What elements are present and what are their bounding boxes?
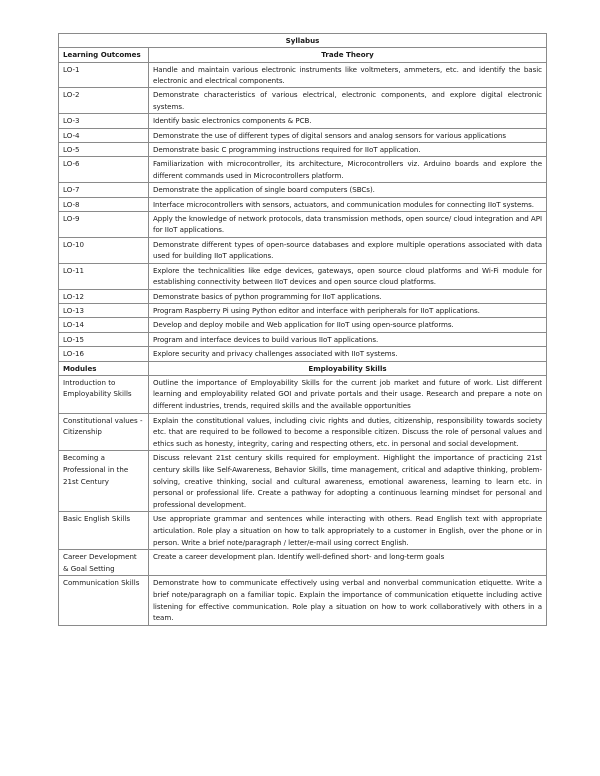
module-description: Explain the constitutional values, including civic rights and duties, citizenship, responsibility towards society etc. that are required to be followed to become a responsible citizen. Discuss the role of personal values and ethics such as honesty, integrity, caring and respecting others, etc. in personal and social development. (149, 413, 547, 451)
module-row (59, 451, 547, 512)
lo-description: Demonstrate basic C programming instructions required for IIoT application. (149, 143, 547, 157)
module-name: Communication Skills (59, 576, 149, 625)
lo-description: Demonstrate the use of different types of digital sensors and analog sensors for various applications (149, 128, 547, 142)
employability-skills-header: Employability Skills (149, 361, 547, 375)
module-name: Career Development & Goal Setting (59, 550, 149, 576)
lo-description: Interface microcontrollers with sensors, actuators, and communication modules for connecting IIoT systems. (149, 197, 547, 211)
lo-code: LO-2 (59, 88, 149, 114)
lo-row (59, 263, 547, 289)
syllabus-table (58, 33, 547, 626)
module-row (59, 550, 547, 576)
lo-row (59, 289, 547, 303)
lo-description: Demonstrate basics of python programming for IIoT applications. (149, 289, 547, 303)
module-row (59, 512, 547, 550)
lo-row (59, 347, 547, 361)
lo-description: Demonstrate different types of open-source databases and explore multiple operations associated with data used for building IIoT applications. (149, 237, 547, 263)
lo-code: LO-3 (59, 114, 149, 128)
lo-description: Program and interface devices to build various IIoT applications. (149, 332, 547, 346)
lo-code: LO-11 (59, 263, 149, 289)
lo-code: LO-10 (59, 237, 149, 263)
lo-row (59, 157, 547, 183)
module-row (59, 375, 547, 413)
lo-row (59, 332, 547, 346)
lo-code: LO-6 (59, 157, 149, 183)
lo-row (59, 88, 547, 114)
lo-code: LO-7 (59, 183, 149, 197)
lo-row (59, 128, 547, 142)
lo-code: LO-15 (59, 332, 149, 346)
lo-code: LO-13 (59, 303, 149, 317)
lo-header-row (59, 48, 547, 62)
module-row (59, 576, 547, 625)
lo-row (59, 197, 547, 211)
lo-row (59, 237, 547, 263)
lo-code: LO-12 (59, 289, 149, 303)
module-name: Basic English Skills (59, 512, 149, 550)
lo-code: LO-14 (59, 318, 149, 332)
trade-theory-header: Trade Theory (149, 48, 547, 62)
module-description: Outline the importance of Employability Skills for the current job market and future of work. List different learning and employability related GOI and private portals and their usage. Research and prepare a note on different industries, trends, required skills and the available opportunities (149, 375, 547, 413)
lo-description: Explore the technicalities like edge devices, gateways, open source cloud platforms and Wi-Fi module for establishing connectivity between IIoT devices and open source cloud platforms. (149, 263, 547, 289)
lo-description: Apply the knowledge of network protocols, data transmission methods, open source/ cloud integration and API for IIoT applications. (149, 212, 547, 238)
lo-description: Demonstrate the application of single board computers (SBCs). (149, 183, 547, 197)
lo-code: LO-16 (59, 347, 149, 361)
module-name: Introduction to Employability Skills (59, 375, 149, 413)
lo-code: LO-1 (59, 62, 149, 88)
module-description: Demonstrate how to communicate effectively using verbal and nonverbal communication etiquette. Write a brief note/paragraph on a familiar topic. Explain the importance of communication etiquette including active listening for effective communication. Role play a situation on how to work collaboratively with others in a team. (149, 576, 547, 625)
lo-description: Explore security and privacy challenges associated with IIoT systems. (149, 347, 547, 361)
lo-row (59, 318, 547, 332)
lo-row (59, 62, 547, 88)
lo-description: Handle and maintain various electronic instruments like voltmeters, ammeters, etc. and identify the basic electronic and electrical components. (149, 62, 547, 88)
title-row (59, 34, 547, 48)
lo-row (59, 212, 547, 238)
learning-outcomes-header: Learning Outcomes (59, 48, 149, 62)
lo-description: Identify basic electronics components & PCB. (149, 114, 547, 128)
lo-description: Demonstrate characteristics of various electrical, electronic components, and explore digital electronic systems. (149, 88, 547, 114)
module-description: Use appropriate grammar and sentences while interacting with others. Read English text with appropriate articulation. Role play a situation on how to talk appropriately to a customer in English, over the phone or in person. Write a brief note/paragraph / letter/e-mail using correct English. (149, 512, 547, 550)
lo-code: LO-5 (59, 143, 149, 157)
syllabus-title: Syllabus (59, 34, 547, 48)
lo-description: Program Raspberry Pi using Python editor and interface with peripherals for IIoT applications. (149, 303, 547, 317)
lo-code: LO-8 (59, 197, 149, 211)
lo-description: Familiarization with microcontroller, its architecture, Microcontrollers viz. Arduino boards and explore the different commands used in Microcontrollers platform. (149, 157, 547, 183)
lo-code: LO-4 (59, 128, 149, 142)
lo-description: Develop and deploy mobile and Web application for IIoT using open-source platforms. (149, 318, 547, 332)
module-name: Constitutional values - Citizenship (59, 413, 149, 451)
lo-code: LO-9 (59, 212, 149, 238)
module-row (59, 413, 547, 451)
lo-row (59, 114, 547, 128)
modules-header: Modules (59, 361, 149, 375)
module-name: Becoming a Professional in the 21st Century (59, 451, 149, 512)
module-description: Discuss relevant 21st century skills required for employment. Highlight the importance of practicing 21st century skills like Self-Awareness, Behavior Skills, time management, critical and adaptive thinking, problem-solving, creative thinking, social and cultural awareness, emotional awareness, learning to learn etc. in personal or professional life. Create a pathway for adopting a continuous learning mindset for personal and professional development. (149, 451, 547, 512)
lo-row (59, 303, 547, 317)
module-description: Create a career development plan. Identify well-defined short- and long-term goals (149, 550, 547, 576)
modules-header-row (59, 361, 547, 375)
lo-row (59, 183, 547, 197)
lo-row (59, 143, 547, 157)
